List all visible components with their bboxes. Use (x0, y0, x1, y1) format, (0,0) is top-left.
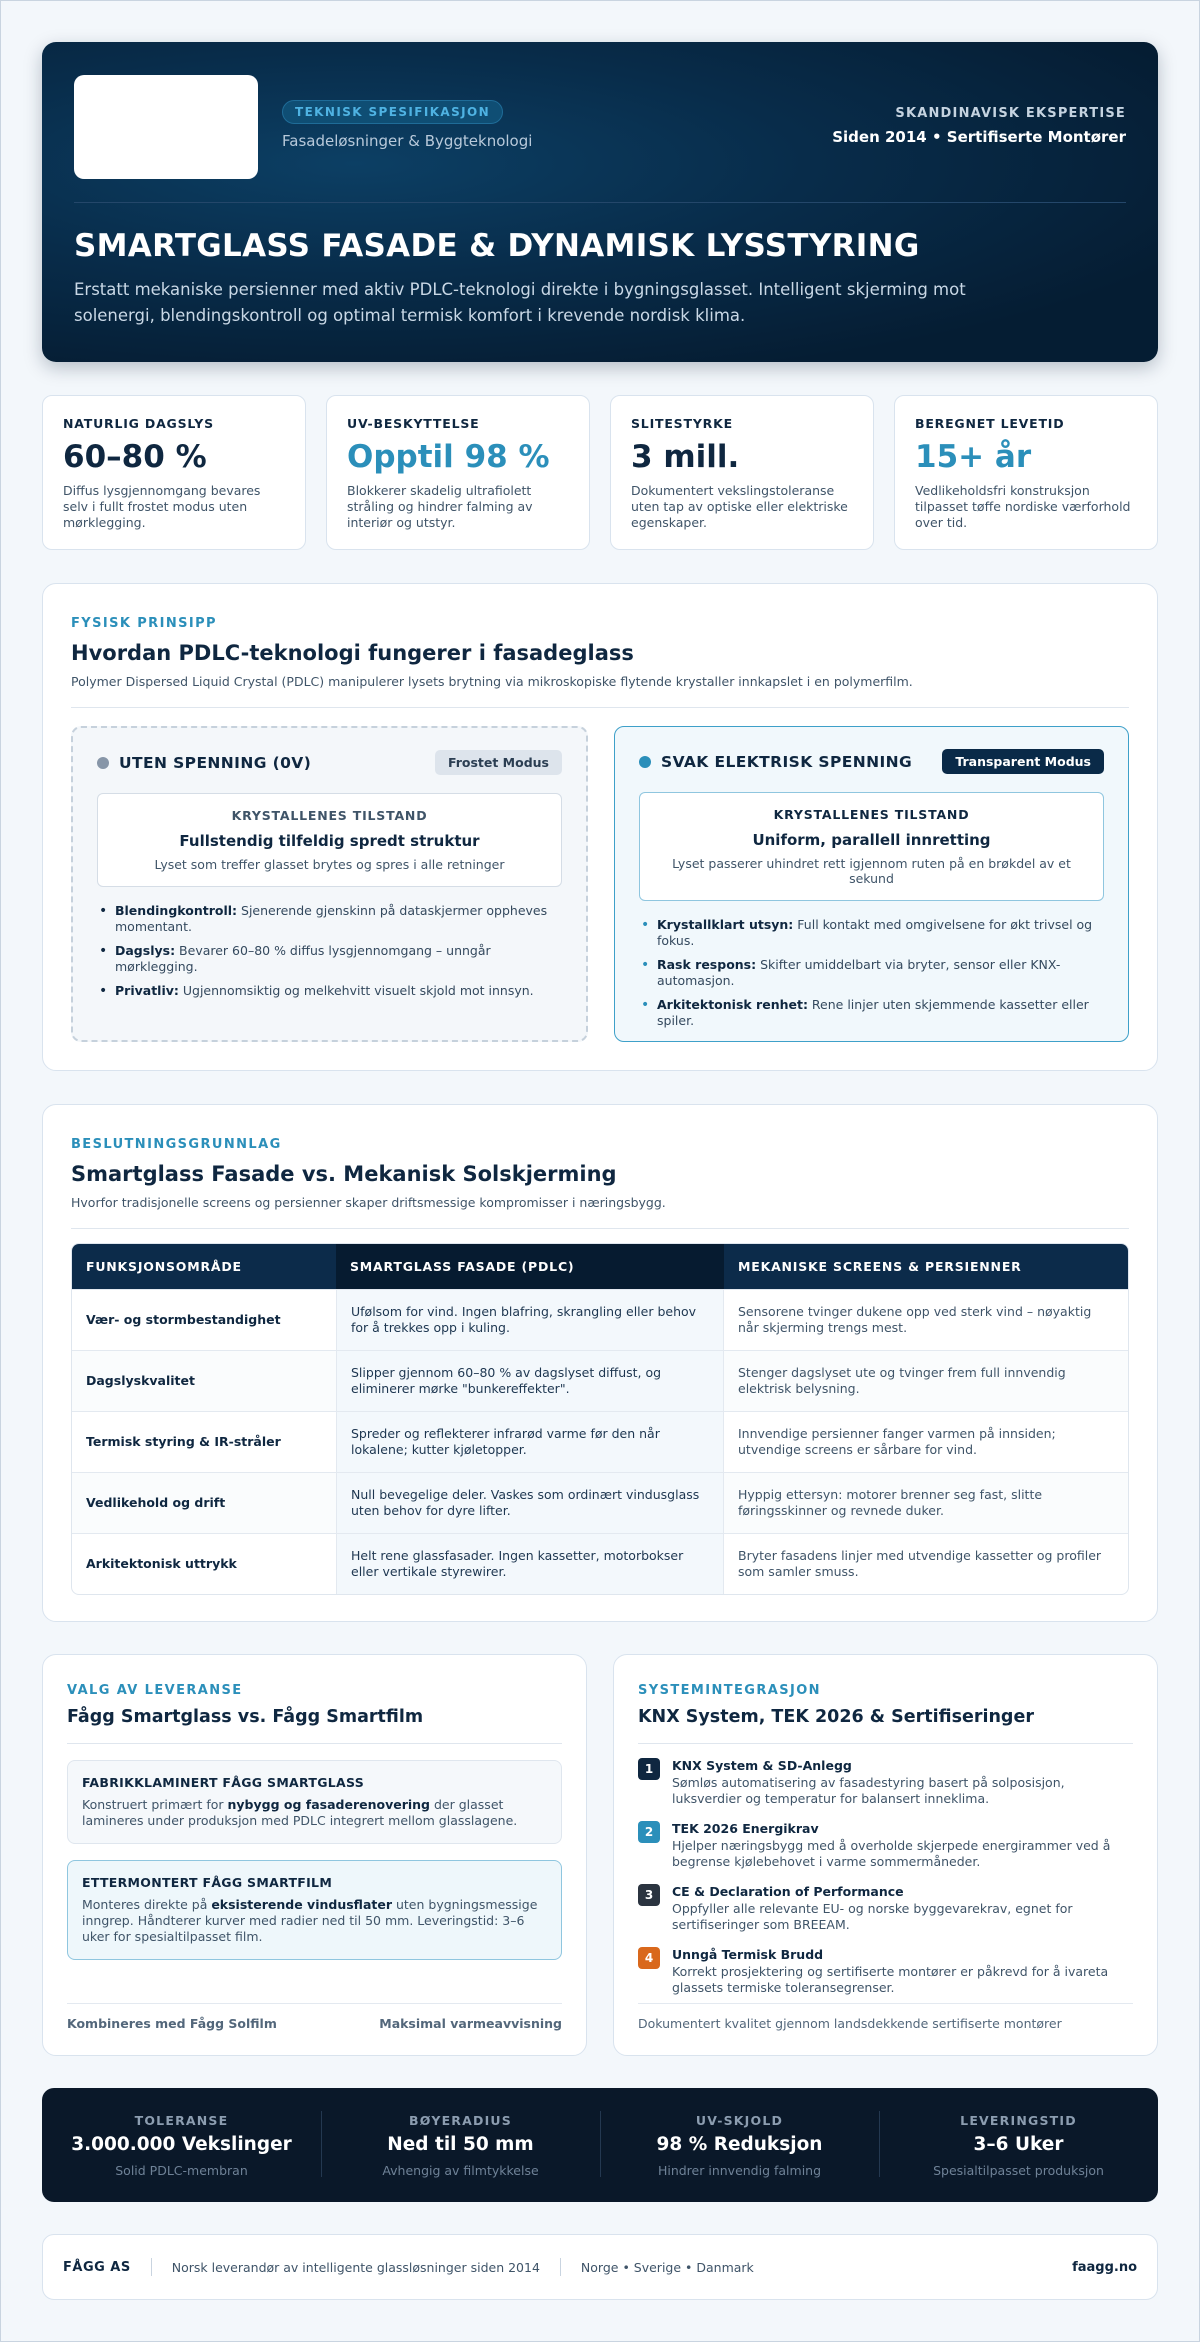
mode-card-off (71, 726, 588, 1042)
list-item: • Rask respons: Skifter umiddelbart via bryter, sensor eller KNX-automasjon. (639, 957, 1104, 989)
list-item (638, 1884, 1133, 1933)
step-description: Sømløs automatisering av fasadestyring basert på solposisjon, luksverdier og temperatur for balansert inneklima. (672, 1775, 1065, 1806)
mode-badge: Transparent Modus (942, 749, 1104, 774)
stat-value: Opptil 98 % (347, 439, 550, 475)
step-number-badge: 2 (638, 1821, 660, 1843)
hero-credentials-line1: SKANDINAVISK EKSPERTISE (895, 106, 1126, 121)
integration-card (613, 1654, 1158, 2056)
mode-header (97, 750, 562, 775)
spec-note: Hindrer innvendig falming (657, 2162, 822, 2178)
option-heading: FABRIKKLAMINERT FÅGG SMARTGLASS (82, 1775, 365, 1790)
table-cell: Stenger dagslyset ute og tvinger frem full innvendig elektrisk belysning. (724, 1350, 1128, 1411)
table-cell: Dagslyskvalitet (72, 1350, 336, 1411)
footer-note: Dokumentert kvalitet gjennom landsdekkende sertifiserte montører (638, 2016, 1062, 2031)
section-eyebrow: FYSISK PRINSIPP (71, 616, 217, 631)
spec-note: Solid PDLC-membran (115, 2162, 248, 2178)
step-title: TEK 2026 Energikrav (672, 1821, 819, 1836)
integration-footer (638, 2003, 1133, 2031)
stats-row (42, 395, 1158, 550)
footer-tagline: Norsk leverandør av intelligente glassløsninger siden 2014 (171, 2259, 540, 2275)
step-description: Oppfyller alle relevante EU- og norske byggevarekrav, egnet for sertifiseringer som BREEAM. (672, 1901, 1073, 1932)
spec-note: Spesialtilpasset produksjon (933, 2162, 1104, 2178)
crystal-state-title: Fullstendig tilfeldig spredt struktur (179, 832, 480, 850)
spec-label: UV-SKJOLD (695, 2112, 784, 2128)
section-subtitle: Polymer Dispersed Liquid Crystal (PDLC) manipulerer lysets brytning via mikroskopiske flytende krystaller innkapslet i en polymerfilm. (71, 674, 913, 689)
hero-credentials-line2: Siden 2014 • Sertifiserte Montører (832, 128, 1126, 146)
crystal-state-title: Uniform, parallell innretting (752, 831, 991, 849)
spec-value: 98 % Reduksjon (656, 2133, 823, 2155)
stat-label: UV-BESKYTTELSE (347, 416, 480, 431)
spec-cell (879, 2113, 1158, 2178)
table-cell: Termisk styring & IR-stråler (72, 1411, 336, 1472)
two-column-section (42, 1654, 1158, 2056)
delivery-option-smartfilm (67, 1860, 562, 1960)
mode-name: SVAK ELEKTRISK SPENNING (661, 752, 913, 771)
crystal-state-label: KRYSTALLENES TILSTAND (231, 808, 428, 823)
stat-value: 3 mill. (631, 439, 740, 475)
section-eyebrow: BESLUTNINGSGRUNNLAG (71, 1137, 282, 1152)
stat-card (894, 395, 1158, 550)
step-description: Hjelper næringsbygg med å overholde skjerpede energirammer ved å begrense kjølebehovet i varme sommermåneder. (672, 1838, 1111, 1869)
stat-description: Dokumentert vekslingstoleranse uten tap av optiske eller elektriske egenskaper. (631, 483, 848, 530)
table-cell: Innvendige persienner fanger varmen på innsiden; utvendige screens er sårbare for vind. (724, 1411, 1128, 1472)
stat-description: Vedlikeholdsfri konstruksjon tilpasset tøffe nordiske værforhold over tid. (915, 483, 1131, 530)
list-item: • Krystallklart utsyn: Full kontakt med omgivelsene for økt trivsel og fokus. (639, 917, 1104, 949)
spec-note: Avhengig av filmtykkelse (382, 2162, 539, 2178)
list-item: • Dagslys: Bevarer 60–80 % diffus lysgjennomgang – unngår mørklegging. (97, 943, 562, 975)
footer-divider (560, 2258, 561, 2276)
status-dot-icon (639, 756, 651, 768)
spec-value: Ned til 50 mm (387, 2133, 534, 2155)
hero-tag: TEKNISK SPESIFIKASJON (282, 100, 503, 124)
hero-banner (42, 42, 1158, 362)
step-title: Unngå Termisk Brudd (672, 1947, 824, 1962)
integration-steps (638, 1758, 1133, 1996)
footer-website-link[interactable]: faagg.no (1072, 2259, 1137, 2275)
list-item (638, 1758, 1133, 1807)
section-divider (638, 1743, 1133, 1744)
step-number-badge: 3 (638, 1884, 660, 1906)
crystal-state-box (97, 793, 562, 887)
section-divider (71, 707, 1129, 708)
stat-value: 15+ år (915, 439, 1032, 475)
table-cell: Spreder og reflekterer infrarød varme før den når lokalene; kutter kjøletopper. (336, 1411, 724, 1472)
mode-bullets (97, 903, 562, 999)
step-title: KNX System & SD-Anlegg (672, 1758, 852, 1773)
step-number-badge: 1 (638, 1758, 660, 1780)
stat-value: 60–80 % (63, 439, 207, 475)
table-cell: Slipper gjennom 60–80 % av dagslyset diffust, og eliminerer mørke "bunkereffekter". (336, 1350, 724, 1411)
stat-card (326, 395, 590, 550)
footer-divider (151, 2258, 152, 2276)
mode-badge: Frostet Modus (435, 750, 562, 775)
section-eyebrow: VALG AV LEVERANSE (67, 1683, 243, 1698)
option-description: Konstruert primært for nybygg og fasaderenovering der glasset lamineres under produksjon med PDLC integrert mellom glasslagene. (82, 1797, 518, 1828)
table-row (72, 1350, 1128, 1411)
comparison-table (71, 1243, 1129, 1595)
list-item (638, 1947, 1133, 1996)
list-item (638, 1821, 1133, 1870)
section-title: Smartglass Fasade vs. Mekanisk Solskjerming (71, 1162, 617, 1186)
mode-name: UTEN SPENNING (0V) (119, 753, 312, 772)
column-header: SMARTGLASS FASADE (PDLC) (336, 1244, 724, 1289)
spec-cell (600, 2113, 879, 2178)
crystal-state-label: KRYSTALLENES TILSTAND (773, 807, 970, 822)
table-cell: Vær- og stormbestandighet (72, 1289, 336, 1350)
hero-subtitle: Fasadeløsninger & Byggteknologi (282, 132, 533, 150)
list-item: • Blendingkontroll: Sjenerende gjenskinn på dataskjermer oppheves momentant. (97, 903, 562, 935)
comparison-section (42, 1104, 1158, 1622)
spec-value: 3–6 Uker (973, 2133, 1064, 2155)
hero-divider (74, 202, 1126, 203)
spec-label: BØYERADIUS (408, 2112, 512, 2128)
table-cell: Hyppig ettersyn: motorer brenner seg fast, slitte føringsskinner og revnede duker. (724, 1472, 1128, 1533)
spec-label: LEVERINGSTID (960, 2112, 1077, 2128)
section-subtitle: Hvorfor tradisjonelle screens og persienner skaper driftsmessige kompromisser i næringsbygg. (71, 1195, 666, 1210)
table-cell: Ufølsom for vind. Ingen blafring, skrangling eller behov for å trekkes opp i kuling. (336, 1289, 724, 1350)
step-title: CE & Declaration of Performance (672, 1884, 904, 1899)
section-title: Fågg Smartglass vs. Fågg Smartfilm (67, 1707, 424, 1727)
pdlc-section (42, 583, 1158, 1071)
table-cell: Sensorene tvinger dukene opp ved sterk vind – nøyaktig når skjerming trengs mest. (724, 1289, 1128, 1350)
section-divider (71, 1228, 1129, 1229)
step-number-badge: 4 (638, 1947, 660, 1969)
table-cell: Helt rene glassfasader. Ingen kassetter, motorbokser eller vertikale styrewirer. (336, 1533, 724, 1594)
footer-note-right: Maksimal varmeavvisning (379, 2016, 562, 2031)
hero-credentials (832, 106, 1126, 146)
table-row (72, 1411, 1128, 1472)
step-description: Korrekt prosjektering og sertifiserte montører er påkrevd for å ivareta glassets termiske toleransegrenser. (672, 1964, 1109, 1995)
status-dot-icon (97, 757, 109, 769)
section-eyebrow: SYSTEMINTEGRASJON (638, 1683, 821, 1698)
list-item: • Privatliv: Ugjennomsiktig og melkehvitt visuelt skjold mot innsyn. (97, 983, 562, 999)
table-row (72, 1533, 1128, 1594)
stat-description: Diffus lysgjennomgang bevares selv i fullt frostet modus uten mørklegging. (63, 483, 261, 530)
stat-label: SLITESTYRKE (631, 416, 733, 431)
stat-label: BEREGNET LEVETID (915, 416, 1065, 431)
footer-note-left: Kombineres med Fågg Solfilm (67, 2016, 277, 2031)
crystal-state-desc: Lyset som treffer glasset brytes og spres i alle retninger (154, 857, 505, 872)
stat-description: Blokkerer skadelig ultrafiolett stråling og hindrer falming av interiør og utstyr. (347, 483, 533, 530)
footer-regions: Norge • Sverige • Danmark (580, 2259, 754, 2275)
footer-brand: FÅGG AS (63, 2259, 131, 2275)
spec-label: TOLERANSE (134, 2112, 229, 2128)
column-header: MEKANISKE SCREENS & PERSIENNER (724, 1244, 1128, 1289)
option-heading: ETTERMONTERT FÅGG SMARTFILM (82, 1875, 333, 1890)
table-row (72, 1472, 1128, 1533)
stat-card (42, 395, 306, 550)
hero-description: Erstatt mekaniske persienner med aktiv PDLC-teknologi direkte i bygningsglasset. Intelligent skjerming mot solenergi, blendingskontroll og optimal termisk komfort i krevende nordisk klima. (74, 280, 966, 325)
table-cell: Vedlikehold og drift (72, 1472, 336, 1533)
table-cell: Null bevegelige deler. Vaskes som ordinært vindusglass uten behov for dyre lifter. (336, 1472, 724, 1533)
table-header-row (72, 1244, 1128, 1289)
table-row (72, 1289, 1128, 1350)
mode-header (639, 749, 1104, 774)
company-logo (74, 75, 258, 179)
list-item: • Arkitektonisk renhet: Rene linjer uten skjemmende kassetter eller spiler. (639, 997, 1104, 1029)
spec-cell (321, 2113, 600, 2178)
delivery-card (42, 1654, 587, 2056)
spec-strip (42, 2088, 1158, 2202)
section-title: KNX System, TEK 2026 & Sertifiseringer (638, 1707, 1034, 1727)
crystal-state-box (639, 792, 1104, 901)
option-description: Monteres direkte på eksisterende vindusflater uten bygningsmessige inngrep. Håndterer kurver med radier ned til 50 mm. Leveringstid: 3–6 uker for spesialtilpasset film. (82, 1897, 538, 1944)
page-title: SMARTGLASS FASADE & DYNAMISK LYSSTYRING (74, 228, 920, 264)
stat-label: NATURLIG DAGSLYS (63, 416, 214, 431)
delivery-option-smartglass (67, 1760, 562, 1844)
page-footer (42, 2234, 1158, 2300)
spec-value: 3.000.000 Vekslinger (71, 2133, 292, 2155)
section-title: Hvordan PDLC-teknologi fungerer i fasadeglass (71, 641, 634, 665)
table-cell: Bryter fasadens linjer med utvendige kassetter og profiler som samler smuss. (724, 1533, 1128, 1594)
pdlc-modes (71, 726, 1129, 1042)
crystal-state-desc: Lyset passerer uhindret rett igjennom ruten på en brøkdel av et sekund (672, 856, 1071, 886)
spec-cell (42, 2113, 321, 2178)
mode-bullets (639, 917, 1104, 1029)
table-cell: Arkitektonisk uttrykk (72, 1533, 336, 1594)
mode-card-on (614, 726, 1129, 1042)
column-header: FUNKSJONSOMRÅDE (72, 1244, 336, 1289)
section-divider (67, 1743, 562, 1744)
stat-card (610, 395, 874, 550)
delivery-footer (67, 2003, 562, 2031)
